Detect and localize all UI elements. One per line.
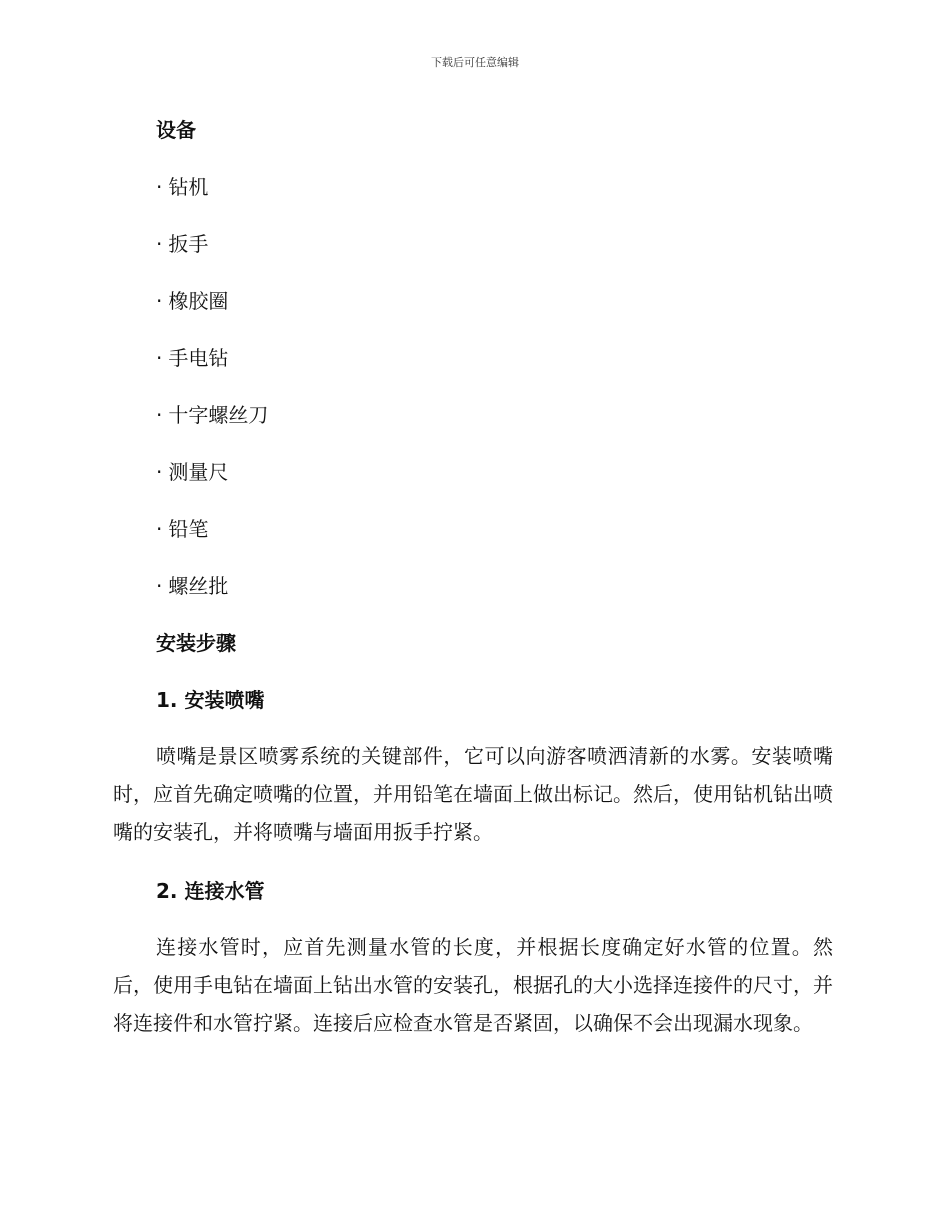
page-header: 下载后可任意编辑: [431, 56, 519, 69]
bullet: ·: [156, 289, 163, 313]
bullet: ·: [156, 346, 163, 370]
list-item-label: 手电钻: [168, 346, 229, 370]
list-item-label: 铅笔: [168, 517, 209, 541]
list-item: [156, 512, 833, 546]
step-heading-connect-pipe: 2. 连接水管: [156, 879, 265, 903]
list-item: [156, 398, 833, 432]
list-item: [156, 455, 833, 489]
bullet: ·: [156, 574, 163, 598]
document-body: [113, 113, 833, 1042]
step-paragraph-install-nozzle: 喷嘴是景区喷雾系统的关键部件，它可以向游客喷洒清新的水雾。安装喷嘴时，应首先确定喷嘴的位置，并用铅笔在墙面上做出标记。然后，使用钻机钻出喷嘴的安装孔，并将喷嘴与墙面用扳手拧紧。: [113, 744, 833, 844]
bullet: ·: [156, 175, 163, 199]
step-paragraph-connect-pipe: 连接水管时，应首先测量水管的长度，并根据长度确定好水管的位置。然后，使用手电钻在墙面上钻出水管的安装孔，根据孔的大小选择连接件的尺寸，并将连接件和水管拧紧。连接后应检查水管是否紧固，以确保不会出现漏水现象。: [113, 935, 833, 1035]
list-item-label: 十字螺丝刀: [168, 403, 269, 427]
bullet: ·: [156, 232, 163, 256]
list-item: [156, 284, 833, 318]
list-item: [156, 341, 833, 375]
list-item-label: 扳手: [168, 232, 209, 256]
list-item-label: 测量尺: [168, 460, 229, 484]
list-item-label: 螺丝批: [168, 574, 229, 598]
list-item-label: 钻机: [168, 175, 209, 199]
list-item: [156, 227, 833, 261]
list-item: [156, 569, 833, 603]
bullet: ·: [156, 460, 163, 484]
bullet: ·: [156, 517, 163, 541]
equipment-heading: 设备: [156, 118, 196, 142]
bullet: ·: [156, 403, 163, 427]
step-heading-install-nozzle: 1. 安装喷嘴: [156, 688, 265, 712]
install-steps-heading: 安装步骤: [156, 631, 236, 655]
list-item: [156, 170, 833, 204]
list-item-label: 橡胶圈: [168, 289, 229, 313]
